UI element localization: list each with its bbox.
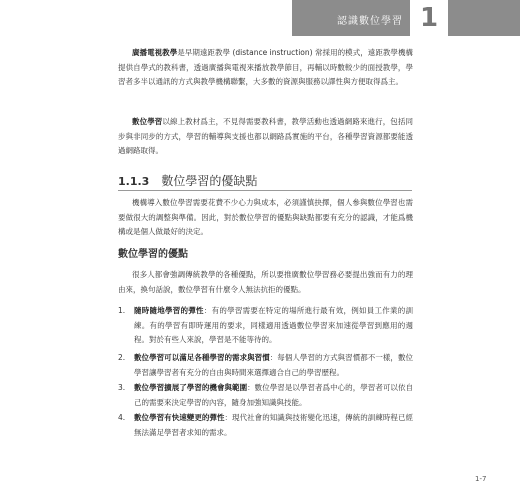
intro-term-elearning: 數位學習 — [132, 117, 163, 126]
section-paragraph: 機構導入數位學習需要花費不少心力與成本，必須謹慎抉擇，個人參與數位學習也需要做很大的調整與準備。因此，對於數位學習的優點與缺點都要有充分的認識，才能爲機構或是個人做最好的決定。 — [118, 198, 413, 236]
section-heading — [118, 172, 257, 189]
intro-term-broadcast: 廣播電視教學 — [132, 48, 178, 57]
section-number: 1.1.3 — [118, 175, 150, 188]
intro-text-1: 是早期遠距教學 (distance instruction) 常採用的模式，遠距教學機構提供自學式的教科書，透過廣播與電視來播放教學節目，再輔以時數較少的面授教學，學習者多半以通訊的方式與教學機構聯繫，大多數的資源與服務以譯性與方便取得爲主。 — [118, 48, 414, 86]
list-item-title: 數位學習可以滿足各種學習的需求與習慣 — [134, 353, 270, 362]
intro-paragraph-2 — [118, 115, 413, 159]
list-item-text: ：有的學習需要在特定的場所進行最有效，例如員工作業的訓練。有的學習有即時運用的要求，同樣適用透過數位學習來加速從學習到應用的週程。對於有些人來說，學習是不能等待的。 — [134, 306, 414, 344]
chapter-header-tab — [292, 0, 520, 36]
list-item-title: 數位學習有快速變更的彈性 — [134, 413, 225, 422]
intro-paragraph-1 — [118, 46, 413, 90]
list-marker: 3. — [118, 383, 126, 392]
section-divider — [118, 190, 412, 191]
chapter-title: 認識數位學習 — [337, 16, 403, 27]
list-marker: 4. — [118, 413, 126, 422]
chapter-number: 1 — [408, 0, 448, 36]
list-item-text: ：現代社會的知識與技術變化迅速，傳統的訓練時程已經無法滿足學習者求知的需求。 — [134, 413, 413, 437]
list-item — [118, 411, 413, 440]
intro-text-2: 以線上教材爲主，不見得需要教科書，教學活動也透過網路來進行，包括同步與非同步的方式，學習的輔導與支援也都以網路爲實施的平台，各種學習資源都要能透過網路取得。 — [118, 117, 413, 155]
section-title: 數位學習的優缺點 — [161, 174, 258, 188]
list-item — [118, 381, 413, 410]
advantages-intro: 很多人都會強調傳統教學的各種優點，所以要推廣數位學習務必要提出強而有力的理由來，換句話說，數位學習有什麼令人無法抗拒的優點。 — [118, 270, 413, 294]
list-item-text: ：數位學習是以學習者爲中心的，學習者可以依自己的需要來決定學習的內容，隨身加強知識與技能。 — [134, 383, 413, 407]
list-item — [118, 351, 413, 380]
list-item-title: 隨時隨地學習的彈性 — [134, 306, 204, 315]
page-number: 1-7 — [475, 475, 487, 483]
subsection-heading: 數位學習的優點 — [118, 249, 188, 260]
list-marker: 2. — [118, 353, 126, 362]
list-item — [118, 304, 413, 348]
list-marker: 1. — [118, 306, 126, 315]
list-item-text: ：每個人學習的方式與習慣都不一樣，數位學習讓學習者有充分的自由與時間來選擇適合自己的學習歷程。 — [134, 353, 413, 377]
list-item-title: 數位學習擴展了學習的機會與範圍 — [134, 383, 248, 392]
